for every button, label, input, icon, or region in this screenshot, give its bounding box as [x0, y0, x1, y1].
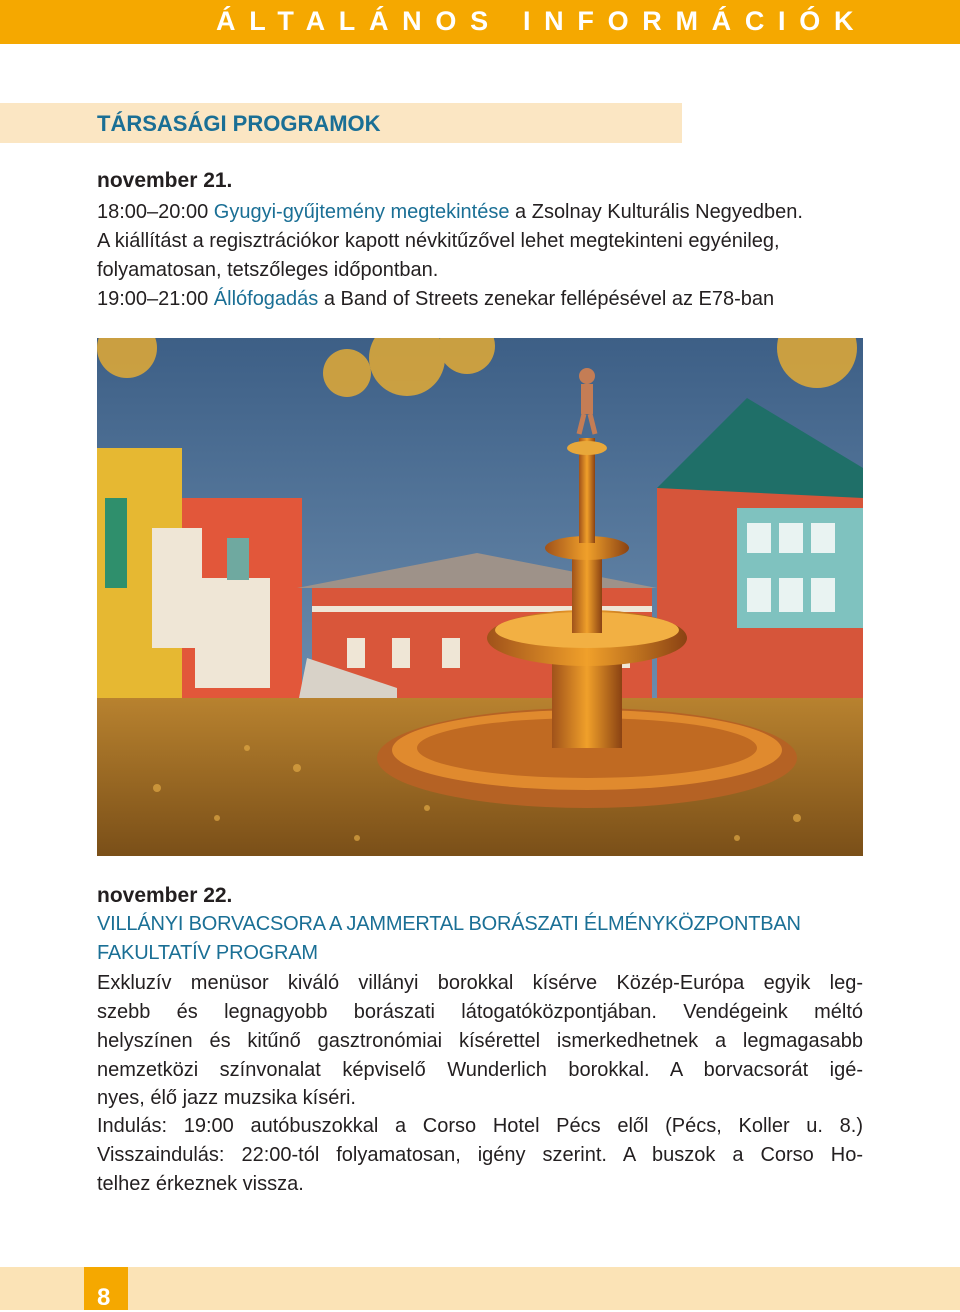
day1-line1-time: 18:00–20:00 [97, 201, 214, 223]
day1-line4 [97, 286, 774, 312]
section-title: TÁRSASÁGI PROGRAMOK [97, 111, 381, 136]
header-title: ÁLTALÁNOS INFORMÁCIÓK [216, 6, 868, 36]
day1-date: november 21. [97, 169, 233, 192]
day2-return: Visszaindulás: 22:00-tól folyamatosan, igény szerint. A buszok a Corso Ho- [97, 1144, 863, 1166]
day2-line: szebb és legnagyobb borászati látogatóközpontjában. Vendégeink méltó [97, 1001, 863, 1023]
fountain-photo [97, 338, 863, 856]
day1-event1-link: Gyugyi-gyűjtemény megtekintése [213, 201, 510, 223]
day1-line4-rest: a Band of Streets zenekar fellépésével az E78-ban [318, 288, 775, 310]
footer-bar [0, 1267, 960, 1310]
day2-line: nemzetközi színvonalat képviselő Wunderlich borokkal. A borvacsorát igé- [97, 1059, 863, 1081]
day2-title: VILLÁNYI BORVACSORA A JAMMERTAL BORÁSZATI ÉLMÉNYKÖZPONTBAN [97, 913, 801, 935]
day2-line: Exkluzív menüsor kiváló villányi borokkal kísérve Közép-Európa egyik leg- [97, 972, 863, 994]
day2-subtitle: FAKULTATÍV PROGRAM [97, 942, 318, 964]
day1-line2: A kiállítást a regisztrációkor kapott névkitűzővel lehet megtekinteni egyénileg, [97, 230, 780, 252]
day2-line: helyszínen és kitűnő gasztronómiai kísérettel ismerkedhetnek a legmagasabb [97, 1030, 863, 1052]
day1-line3: folyamatosan, tetszőleges időpontban. [97, 259, 439, 281]
day2-date: november 22. [97, 884, 233, 907]
day1-line4-time: 19:00–21:00 [97, 288, 214, 310]
day1-line1-rest: a Zsolnay Kulturális Negyedben. [509, 201, 803, 223]
page-number: 8 [97, 1284, 111, 1311]
day1-line1 [97, 199, 803, 225]
day2-departure: Indulás: 19:00 autóbuszokkal a Corso Hotel Pécs elől (Pécs, Koller u. 8.) [97, 1115, 863, 1137]
day2-line: nyes, élő jazz muzsika kíséri. [97, 1087, 356, 1109]
day1-event2-link: Állófogadás [213, 288, 319, 310]
day2-line: telhez érkeznek vissza. [97, 1173, 304, 1195]
